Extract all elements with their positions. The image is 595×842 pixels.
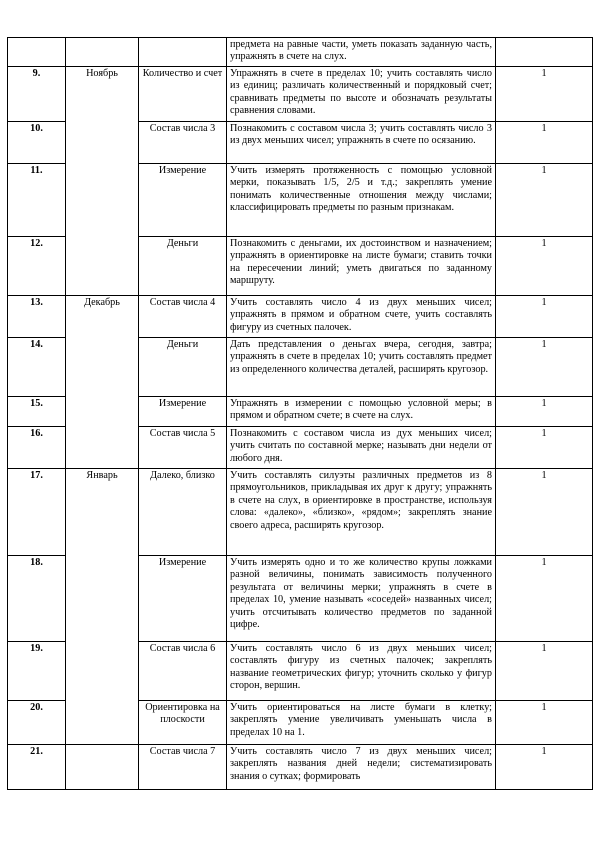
lesson-number: 11. — [8, 164, 66, 237]
lesson-number: 9. — [8, 67, 66, 122]
lesson-topic: Измерение — [139, 164, 227, 237]
lesson-number: 12. — [8, 237, 66, 296]
lesson-description: предмета на равные части, уметь показать заданную часть, упражнять в счете на слух. — [227, 38, 496, 67]
lesson-hours — [496, 38, 593, 67]
lesson-description: Учить составлять число 6 из двух меньших чисел; составлять фигуру из счетных палочек; закреплять название геометрических фигур; уточнить сколько у фигур сторон, вершин. — [227, 642, 496, 701]
lesson-hours: 1 — [496, 745, 593, 790]
lesson-topic: Далеко, близко — [139, 469, 227, 556]
lesson-description: Учить измерять протяженность с помощью условной мерки, показывать 1/5, 2/5 и т.д.; закреплять умение понимать количественные отношения между числами; классифицировать предметы по разным признакам. — [227, 164, 496, 237]
lesson-hours: 1 — [496, 701, 593, 745]
table-row — [8, 38, 593, 67]
lesson-hours: 1 — [496, 397, 593, 427]
lesson-hours: 1 — [496, 427, 593, 469]
table-row — [8, 296, 593, 338]
lesson-number: 16. — [8, 427, 66, 469]
lesson-topic: Состав числа 4 — [139, 296, 227, 338]
lesson-description: Упражнять в измерении с помощью условной меры; в прямом и обратном счете; в счете на слух. — [227, 397, 496, 427]
lesson-number: 18. — [8, 556, 66, 642]
month-cell — [66, 38, 139, 67]
lesson-number: 17. — [8, 469, 66, 556]
lesson-description: Познакомить с деньгами, их достоинством и назначением; упражнять в ориентировке на листе бумаги; ставить точки на пересечении линий; уметь двигаться по заданному маршруту. — [227, 237, 496, 296]
lesson-description: Учить составлять число 4 из двух меньших чисел; упражнять в прямом и обратном счете, учить составлять фигуру из счетных палочек. — [227, 296, 496, 338]
lesson-topic: Состав числа 3 — [139, 122, 227, 164]
lesson-topic: Ориентировка на плоскости — [139, 701, 227, 745]
lesson-number: 20. — [8, 701, 66, 745]
lesson-number: 10. — [8, 122, 66, 164]
lesson-hours: 1 — [496, 122, 593, 164]
lesson-topic: Состав числа 6 — [139, 642, 227, 701]
lesson-description: Познакомить с составом числа из дух меньших чисел; учить считать по составной мерке; называть дни недели от любого дня. — [227, 427, 496, 469]
month-december: Декабрь — [66, 296, 139, 469]
lesson-description: Учить составлять силуэты различных предметов из 8 прямоугольников, прикладывая их друг к другу; упражнять в счете на слух, в ориентировке в пространстве, используя слова: «далеко», «близко», «рядом»; закреплять знание своего адреса, расширять кругозор. — [227, 469, 496, 556]
lesson-description: Учить измерять одно и то же количество крупы ложками разной величины, понимать зависимость полученного результата от величины мерки; упражнять в счете в пределах 10, умение называть «соседей» названных чисел; учить отсчитывать количество предметов по заданной цифре. — [227, 556, 496, 642]
lesson-description: Учить ориентироваться на листе бумаги в клетку; закреплять умение увеличивать уменьшать числа в пределах 10 на 1. — [227, 701, 496, 745]
month-january: Январь — [66, 469, 139, 745]
lesson-topic: Количество и счет — [139, 67, 227, 122]
lesson-hours: 1 — [496, 642, 593, 701]
lesson-topic: Состав числа 7 — [139, 745, 227, 790]
lesson-description: Учить составлять число 7 из двух меньших чисел; закреплять названия дней недели; систематизировать знания о сутках; формировать — [227, 745, 496, 790]
lesson-hours: 1 — [496, 556, 593, 642]
lesson-number: 19. — [8, 642, 66, 701]
month-november: Ноябрь — [66, 67, 139, 296]
lesson-hours: 1 — [496, 338, 593, 397]
lesson-hours: 1 — [496, 469, 593, 556]
lesson-number: 13. — [8, 296, 66, 338]
lesson-number: 14. — [8, 338, 66, 397]
lesson-number — [8, 38, 66, 67]
lesson-number: 15. — [8, 397, 66, 427]
lesson-topic — [139, 38, 227, 67]
lesson-hours: 1 — [496, 164, 593, 237]
lesson-topic: Измерение — [139, 397, 227, 427]
lesson-description: Упражнять в счете в пределах 10; учить составлять число из единиц; различать количественный и порядковый счет; сравнивать предметы по высоте и обозначать результаты сравнения словами. — [227, 67, 496, 122]
lesson-description: Дать представления о деньгах вчера, сегодня, завтра; упражнять в счете в пределах 10; учить составлять предмет из определенного количества деталей, расширять кругозор. — [227, 338, 496, 397]
lesson-hours: 1 — [496, 237, 593, 296]
month-cell — [66, 745, 139, 790]
lesson-hours: 1 — [496, 67, 593, 122]
lesson-description: Познакомить с составом числа 3; учить составлять число 3 из двух меньших чисел; упражнять в счете по осязанию. — [227, 122, 496, 164]
lesson-topic: Измерение — [139, 556, 227, 642]
table-row — [8, 469, 593, 556]
table-row — [8, 67, 593, 122]
lesson-topic: Деньги — [139, 338, 227, 397]
lesson-hours: 1 — [496, 296, 593, 338]
lesson-plan-table — [7, 37, 593, 790]
table-row — [8, 745, 593, 790]
lesson-topic: Деньги — [139, 237, 227, 296]
lesson-number: 21. — [8, 745, 66, 790]
lesson-topic: Состав числа 5 — [139, 427, 227, 469]
